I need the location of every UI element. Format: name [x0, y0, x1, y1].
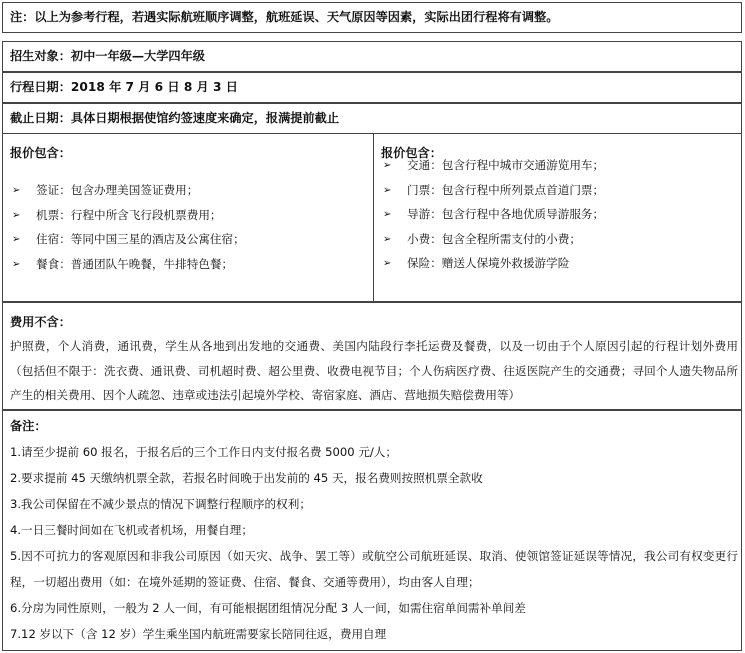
included-right-column	[374, 134, 741, 301]
list-item: 2.要求提前 45 天缴纳机票全款，若报名时间晚于出发前的 45 天，报名费则按照机票全款收	[10, 471, 483, 485]
deadline-row	[2, 103, 742, 134]
included-item-text: 保险：赠送人保境外救援游学险	[407, 256, 570, 270]
included-section	[2, 133, 742, 302]
included-item-text: 小费：包含全程所需支付的小费；	[407, 231, 581, 246]
notes-section	[2, 410, 742, 651]
excluded-body: 护照费，个人消费，通讯费，学生从各地到出发地的交通费、美国内陆段行李托运费及餐费，以及一切由于个人原因引起的行程计划外费用（包括但不限于：洗衣费、通讯费、司机超时费、超公里费、收费电视节目；个人伤病医疗费、往返医院产生的交通费；寻回个人遗失物品所产生的相关费用、因个人疏忽、违章或违法引起境外学校、寄宿家庭、酒店、营地损失赔偿费用等）	[10, 339, 738, 402]
arrow-bullet-icon: ➢	[383, 233, 392, 245]
notice-row	[2, 2, 742, 33]
arrow-bullet-icon: ➢	[12, 234, 21, 245]
notes-title: 备注：	[10, 419, 47, 433]
list-item	[12, 257, 245, 282]
included-item-text: 门票：包含行程中所列景点首道门票；	[407, 182, 605, 197]
arrow-bullet-icon: ➢	[12, 258, 21, 270]
included-left-column	[3, 134, 374, 301]
included-right-list	[383, 158, 604, 281]
list-item: 5.因不可抗力的客观原因和非我公司原因（如天灾、战争、罢工等）或航空公司航班延误、取消、使领馆签证延误等情况，我公司有权变更行程，一切超出费用（如：在境外延期的签证费、住宿、餐食、交通等费用），均由客人自理；	[10, 549, 738, 589]
included-item-text: 签证：包含办理美国签证费用；	[36, 183, 199, 197]
included-right-title: 报价包含：	[381, 146, 442, 160]
dates-text: 行程日期：2018 年 7 月 6 日 8 月 3 日	[10, 80, 238, 95]
list-item: 4.一日三餐时间如在飞机或者机场，用餐自理；	[10, 523, 253, 537]
arrow-bullet-icon: ➢	[12, 185, 21, 196]
arrow-bullet-icon: ➢	[383, 258, 392, 269]
list-item	[383, 158, 604, 183]
notes-list	[10, 439, 738, 647]
list-item	[383, 183, 604, 208]
arrow-bullet-icon: ➢	[383, 209, 392, 220]
included-left-list	[12, 183, 245, 281]
list-item: 1.请至少提前 60 报名，于报名后的三个工作日内支付报名费 5000 元/人；	[10, 445, 398, 459]
list-item	[12, 183, 245, 208]
list-item	[12, 232, 245, 257]
included-item-text: 机票：行程中所含飞行段机票费用；	[36, 207, 222, 222]
deadline-text: 截止日期：具体日期根据使馆约签速度来确定，报满提前截止	[10, 111, 340, 126]
arrow-bullet-icon: ➢	[383, 184, 392, 196]
included-item-text: 导游：包含行程中各地优质导游服务；	[407, 207, 605, 221]
included-left-title: 报价包含：	[10, 146, 71, 160]
enrollment-text: 招生对象：初中一年级—大学四年级	[10, 49, 205, 64]
excluded-title: 费用不含：	[10, 315, 71, 329]
dates-row	[2, 72, 742, 103]
included-item-text: 住宿：等同中国三星的酒店及公寓住宿；	[36, 232, 245, 246]
included-item-text: 餐食：普通团队午晚餐，牛排特色餐；	[36, 256, 234, 271]
list-item	[12, 208, 245, 233]
list-item: 7.12 岁以下（含 12 岁）学生乘坐国内航班需要家长陪同往返，费用自理	[10, 627, 387, 641]
notice-text: 注：以上为参考行程，若遇实际航班顺序调整，航班延误、天气原因等因素，实际出团行程将有调整。	[10, 10, 559, 25]
included-item-text: 交通：包含行程中城市交通游览用车；	[407, 158, 605, 172]
list-item	[383, 207, 604, 232]
list-item: 6.分房为同性原则，一般为 2 人一间，有可能根据团组情况分配 3 人一间，如需住宿单间需补单间差	[10, 601, 526, 615]
enrollment-row	[2, 41, 742, 72]
arrow-bullet-icon: ➢	[12, 209, 21, 221]
excluded-section	[2, 302, 742, 410]
arrow-bullet-icon: ➢	[383, 160, 392, 171]
list-item: 3.我公司保留在不减少景点的情况下调整行程顺序的权利；	[10, 497, 311, 511]
list-item	[383, 256, 604, 281]
list-item	[383, 232, 604, 257]
